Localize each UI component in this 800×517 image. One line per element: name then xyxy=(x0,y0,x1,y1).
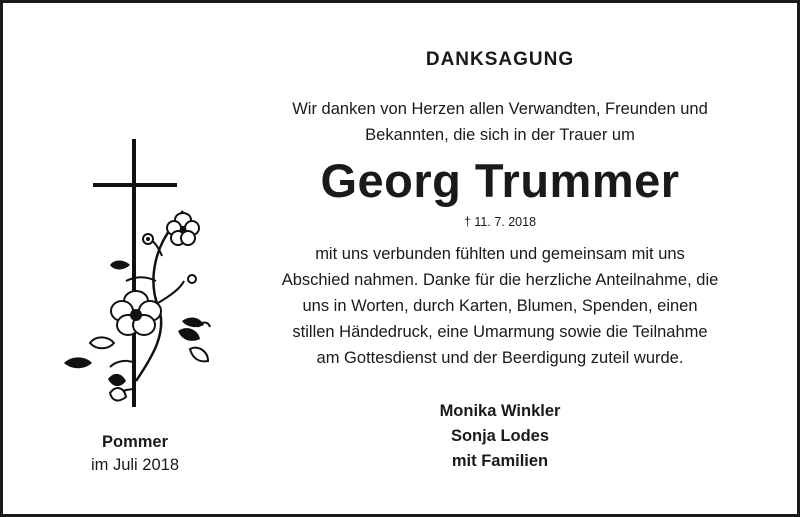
thanks-text xyxy=(213,241,787,371)
place-name: Pommer xyxy=(101,433,169,451)
intro-line: Wir danken von Herzen allen Verwandten, Freunden und xyxy=(292,100,708,118)
date-line: im Juli 2018 xyxy=(90,456,180,474)
notice-heading: DANKSAGUNG xyxy=(425,49,575,70)
body-line: stillen Händedruck, eine Umarmung sowie die Teilnahme xyxy=(292,323,708,341)
intro-text xyxy=(213,96,787,148)
intro-line: Bekannten, die sich in der Trauer um xyxy=(365,126,635,144)
body-line: am Gottesdienst und der Beerdigung zuteil wurde. xyxy=(316,349,684,367)
signature-line: Sonja Lodes xyxy=(450,427,550,445)
cross-with-flowers-icon xyxy=(58,131,218,416)
place-date xyxy=(63,431,207,477)
signature-line: mit Familien xyxy=(451,452,549,470)
deceased-name: Georg Trummer xyxy=(320,154,680,207)
signature-line: Monika Winkler xyxy=(439,402,561,420)
body-line: mit uns verbunden fühlten und gemeinsam mit uns xyxy=(315,245,685,263)
body-line: Abschied nahmen. Danke für die herzliche Anteilnahme, die xyxy=(281,271,719,289)
death-date: † 11. 7. 2018 xyxy=(463,215,537,229)
signatures xyxy=(213,399,787,474)
body-line: uns in Worten, durch Karten, Blumen, Spenden, einen xyxy=(302,297,698,315)
